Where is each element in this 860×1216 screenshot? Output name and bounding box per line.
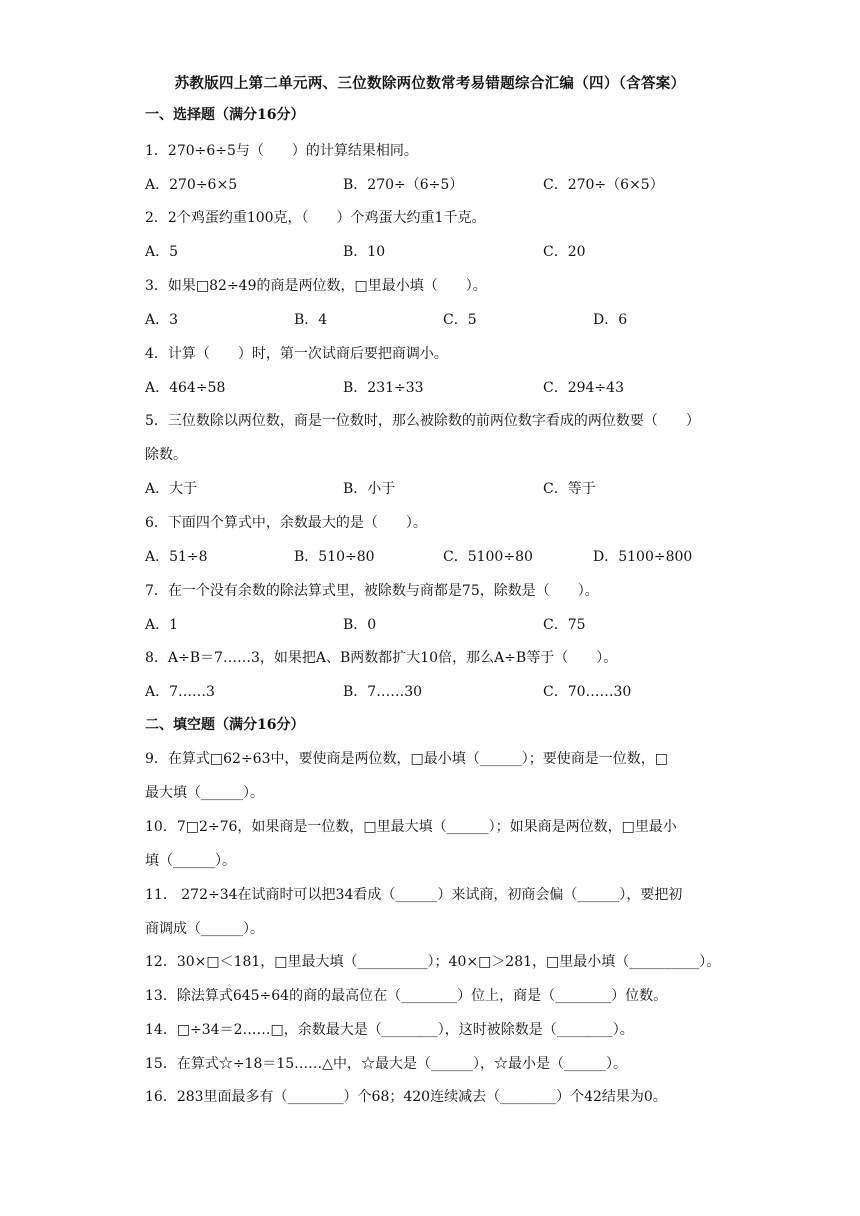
q5-option-a: A．大于 xyxy=(145,481,198,497)
section-heading-choice: 一、选择题（满分16分） xyxy=(145,107,305,123)
q3-option-d: D．6 xyxy=(593,312,628,328)
question-6: 6．下面四个算式中，余数最大的是（ ）。 xyxy=(145,515,427,531)
q1-option-c: C．270÷（6×5） xyxy=(543,177,664,193)
page-title: 苏教版四上第二单元两、三位数除两位数常考易错题综合汇编（四）（含答案） xyxy=(174,75,686,92)
q4-option-b: B．231÷33 xyxy=(343,380,424,396)
q2-option-a: A．5 xyxy=(145,244,179,260)
q6-option-a: A．51÷8 xyxy=(145,549,208,565)
question-14: 14．□÷34＝2……□，余数最大是（________），这时被除数是（________）。 xyxy=(145,1022,634,1038)
q3-option-c: C．5 xyxy=(443,312,477,328)
q8-option-b: B．7……30 xyxy=(343,684,423,700)
q2-option-c: C．20 xyxy=(543,244,586,260)
q7-option-c: C．75 xyxy=(543,617,586,633)
question-16: 16．283里面最多有（________）个68；420连续减去（________）个42结果为0。 xyxy=(145,1089,667,1105)
question-11: 11． 272÷34在试商时可以把34看成（______）来试商，初商会偏（______），要把初 xyxy=(145,887,683,903)
section-heading-fill-blank: 二、填空题（满分16分） xyxy=(145,717,305,733)
question-1: 1．270÷6÷5与（ ）的计算结果相同。 xyxy=(145,143,418,159)
question-7: 7．在一个没有余数的除法算式里，被除数与商都是75，除数是（ ）。 xyxy=(145,583,599,599)
question-8: 8．A÷B＝7……3，如果把A、B两数都扩大10倍，那么A÷B等于（ ）。 xyxy=(145,650,618,666)
q4-option-a: A．464÷58 xyxy=(145,380,226,396)
q6-option-b: B．510÷80 xyxy=(294,549,375,565)
q3-option-b: B．4 xyxy=(294,312,328,328)
q1-option-b: B．270÷（6÷5） xyxy=(343,177,464,193)
q2-option-b: B．10 xyxy=(343,244,386,260)
q8-option-c: C．70……30 xyxy=(543,684,632,700)
q8-option-a: A．7……3 xyxy=(145,684,215,700)
q7-option-b: B．0 xyxy=(343,617,377,633)
q6-option-c: C．5100÷80 xyxy=(443,549,533,565)
q3-option-a: A．3 xyxy=(145,312,179,328)
question-15: 15．在算式☆÷18＝15……△中，☆最大是（______），☆最小是（______）。 xyxy=(145,1056,627,1072)
q1-option-a: A．270÷6×5 xyxy=(145,177,238,193)
q5-option-c: C．等于 xyxy=(543,481,596,497)
q4-option-c: C．294÷43 xyxy=(543,380,624,396)
question-3: 3．如果□82÷49的商是两位数，□里最小填（ ）。 xyxy=(145,278,487,294)
question-13: 13．除法算式645÷64的商的最高位在（________）位上，商是（________）位数。 xyxy=(145,988,668,1004)
question-12: 12．30×□＜181，□里最大填（__________）；40×□＞281，□里最小填（__________）。 xyxy=(145,954,721,970)
question-5: 5．三位数除以两位数，商是一位数时，那么被除数的前两位数字看成的两位数要（ ） xyxy=(145,413,700,429)
question-9-continued: 最大填（______）。 xyxy=(145,785,264,801)
q5-option-b: B．小于 xyxy=(343,481,396,497)
question-11-continued: 商调成（______）。 xyxy=(145,921,264,937)
question-4: 4．计算（ ）时，第一次试商后要把商调小。 xyxy=(145,346,448,362)
q6-option-d: D．5100÷800 xyxy=(593,549,693,565)
question-10-continued: 填（______）。 xyxy=(145,853,236,869)
q7-option-a: A．1 xyxy=(145,617,179,633)
question-9: 9．在算式□62÷63中，要使商是两位数，□最小填（______）；要使商是一位数，□ xyxy=(145,751,668,767)
question-10: 10．7□2÷76，如果商是一位数，□里最大填（______）；如果商是两位数，□里最小 xyxy=(145,819,677,835)
question-2: 2．2个鸡蛋约重100克，（ ）个鸡蛋大约重1千克。 xyxy=(145,210,486,226)
question-5-continued: 除数。 xyxy=(145,447,187,463)
